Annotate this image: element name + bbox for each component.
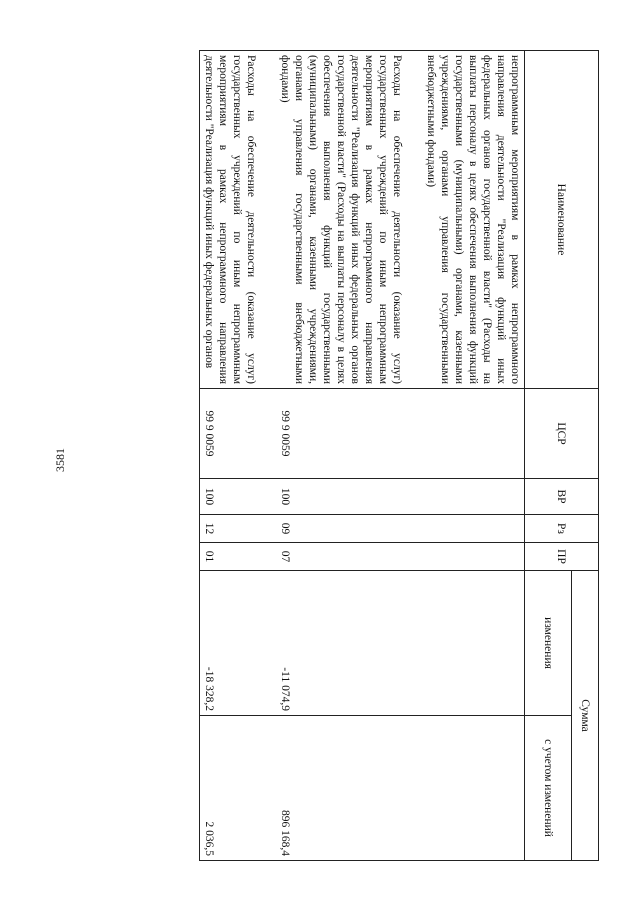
table-body	[200, 51, 525, 861]
row-pr: 07	[276, 543, 406, 571]
row-rz	[422, 515, 525, 543]
row-name: Расходы на обеспечение деятельности (оказание услуг) государственных учреждений по иным непрограммным мероприятиям в рамках непрограммного направления деятельности "Реализация функций иных федеральных органов государственной власти" (Расходы на выплаты персоналу в целях обеспечения выполнения функций государственными (муниципальными) органами, казенными учреждениями, органами управления государственными внебюджетными фондами)	[276, 51, 406, 389]
budget-table	[199, 50, 599, 861]
row-with-change: 896 168,4	[276, 716, 406, 861]
table-row	[422, 51, 525, 861]
row-pr	[422, 543, 525, 571]
header-sum: Сумма	[572, 571, 599, 861]
row-rz: 12	[200, 515, 261, 543]
row-vr: 100	[200, 479, 261, 515]
row-change: -18 328,2	[200, 571, 261, 716]
row-name: непрограммным мероприятиям в рамках непрограммного направления деятельности "Реализация функций иных федеральных органов государственной власти" (Расходы на выплаты персоналу в целях обеспечения выполнения функций государственными (муниципальными) органами, казенными учреждениями, органами управления государственными внебюджетными фондами)	[422, 51, 525, 389]
row-with-change: 2 036,5	[200, 716, 261, 861]
header-csr: ЦСР	[525, 389, 599, 479]
row-change: -11 074,9	[276, 571, 406, 716]
header-name: Наименование	[525, 51, 599, 389]
header-pr: ПР	[525, 543, 599, 571]
header-rz: Рз	[525, 515, 599, 543]
row-rz: 09	[276, 515, 406, 543]
row-csr: 99 9 0059	[276, 389, 406, 479]
header-change: изменения	[525, 571, 572, 716]
table-row	[276, 51, 406, 861]
row-vr	[422, 479, 525, 515]
header-with-change: с учетом изменений	[525, 716, 572, 861]
page-number: 3581	[53, 448, 67, 472]
row-vr: 100	[276, 479, 406, 515]
row-csr	[422, 389, 525, 479]
row-with-change	[422, 716, 525, 861]
header-vr: ВР	[525, 479, 599, 515]
row-spacer	[260, 51, 276, 861]
row-name: Расходы на обеспечение деятельности (оказание услуг) государственных учреждений по иным непрограммным мероприятиям в рамках непрограммного направления деятельности "Реализация функций иных федеральных органов	[200, 51, 261, 389]
row-change	[422, 571, 525, 716]
row-csr: 99 9 0059	[200, 389, 261, 479]
landscape-page	[127, 50, 599, 860]
row-spacer	[406, 51, 422, 861]
table-row	[200, 51, 261, 861]
table-header	[525, 51, 599, 861]
row-pr: 01	[200, 543, 261, 571]
